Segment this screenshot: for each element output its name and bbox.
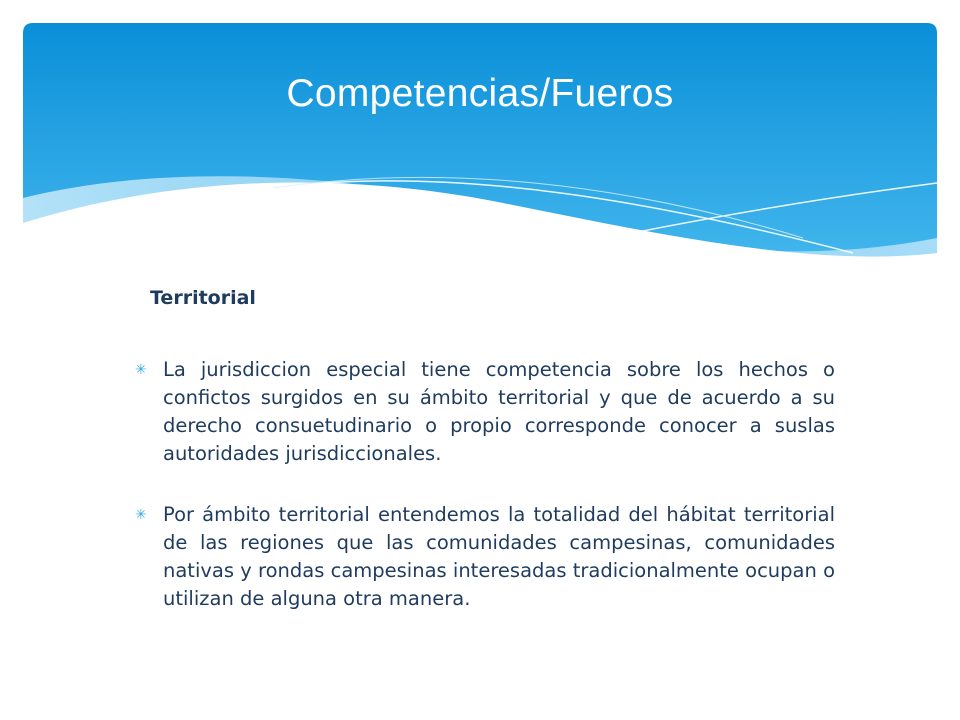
asterisk-icon: ✳ [135, 507, 147, 523]
slide-title: Competencias/Fueros [286, 72, 674, 115]
title-banner [23, 23, 937, 273]
bullet-text: La jurisdiccion especial tiene competencia sobre los hechos o confictos surgidos en su ámbito territorial y que de acuerdo a su derecho consuetudinario o propio corresponde conocer a suslas autoridades jurisdiccionales. [163, 358, 835, 465]
bullet-text: Por ámbito territorial entendemos la totalidad del hábitat territorial de las regiones que las comunidades campesinas, comunidades nativas y rondas campesinas interesadas tradicionalmente ocupan o utilizan de alguna otra manera. [163, 503, 835, 610]
asterisk-icon: ✳ [135, 362, 147, 378]
section-subheading: Territorial [150, 287, 256, 309]
bullet-list [135, 356, 835, 646]
bullet-item [135, 356, 835, 468]
bullet-item [135, 501, 835, 613]
banner-wave-graphic [23, 23, 937, 273]
